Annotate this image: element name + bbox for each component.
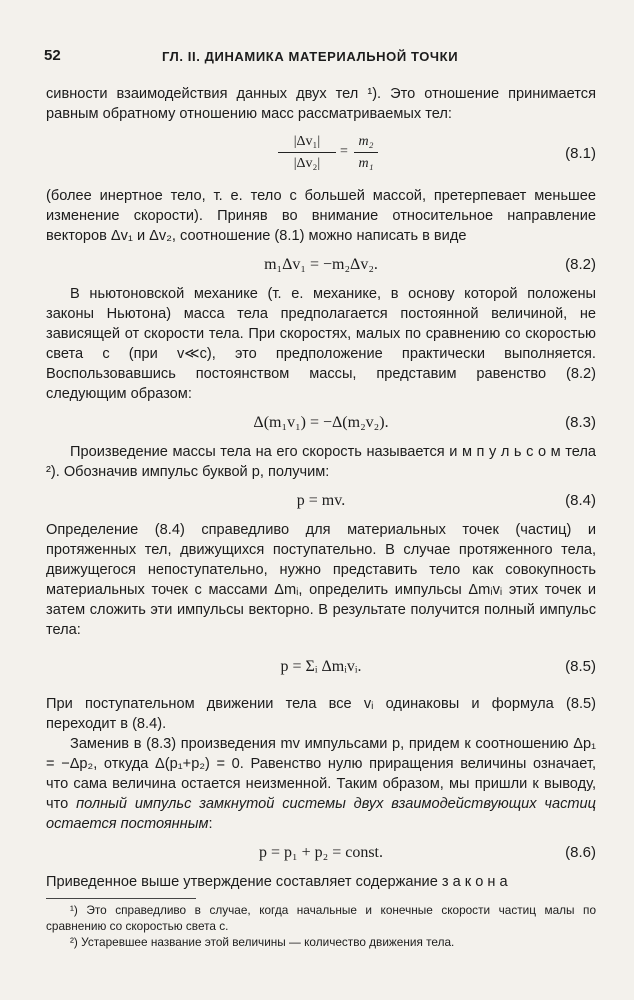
equation-number: (8.6) xyxy=(565,844,596,861)
equals-sign: = xyxy=(340,144,348,159)
paragraph: Определение (8.4) справедливо для материальных точек (частиц) и протяженных тел, движущихся поступательно. В случае протяженного тела, движущегося непоступательно, нужно представить тело как совокупность материальных точек с массами Δmᵢ, определить импульсы Δmᵢvᵢ этих точек и затем сложить эти импульсы векторно. В результате получится полный импульс тела: xyxy=(46,522,596,638)
equation-number: (8.5) xyxy=(565,658,596,675)
formula: Δ(m₁v₁) = −Δ(m₂v₂). xyxy=(253,414,389,431)
paragraph-text: : xyxy=(208,816,213,832)
equation-number: (8.1) xyxy=(565,145,596,162)
formula: p = p₁ + p₂ = const. xyxy=(259,844,383,861)
paragraph: При поступательном движении тела все vᵢ одинаковы и формула (8.5) переходит в (8.4). xyxy=(46,696,596,732)
page-body xyxy=(46,84,596,950)
equation-8-5 xyxy=(46,646,596,688)
paragraph: В ньютоновской механике (т. е. механике, в основу которой положены законы Ньютона) масса тела предполагается постоянной величиной, не зависящей от скорости тела. При скоростях, малых по сравнению со скоростью света c (при v≪c), это предположение практически выполняется. Воспользовавшись постоянством массы, представим равенство (8.2) следующим образом: xyxy=(46,286,596,402)
footnote-divider xyxy=(46,898,196,899)
equation-number: (8.3) xyxy=(565,414,596,431)
fraction-bar xyxy=(278,152,336,153)
paragraph: Приведенное выше утверждение составляет содержание з а к о н а xyxy=(46,874,508,890)
paragraph-text: Заменив в (8.3) произведения mv импульсами p, придем к соотношению Δp₁ = −Δp₂, откуда Δ(p₁+p₂) = 0. Равенство нулю приращения величины означает, что сама величина остается неизменной. Таким образом, мы пришли к выводу, что xyxy=(46,736,596,812)
running-header xyxy=(44,44,594,68)
formula: m₁Δv₁ = −m₂Δv₂. xyxy=(264,256,378,273)
page-number: 52 xyxy=(44,47,61,64)
paragraph: сивности взаимодействия данных двух тел ¹). Это отношение принимается равным обратному отношению масс рассматриваемых тел: xyxy=(46,86,596,122)
paragraph: Произведение массы тела на его скорость называется и м п у л ь с о м тела ²). Обозначив импульс буквой p, получим: xyxy=(46,444,596,480)
fraction-numerator: |Δv₁| xyxy=(293,134,321,149)
fraction-denominator: |Δv₂| xyxy=(293,156,321,171)
equation-8-4 xyxy=(46,488,596,514)
equation-8-2 xyxy=(46,252,596,278)
paragraph xyxy=(46,734,596,834)
chapter-title: ГЛ. II. ДИНАМИКА МАТЕРИАЛЬНОЙ ТОЧКИ xyxy=(162,49,459,64)
fraction-numerator: m₂ xyxy=(358,134,374,149)
equation-number: (8.4) xyxy=(565,492,596,509)
equation-8-6 xyxy=(46,840,596,866)
emphasized-statement: полный импульс замкнутой системы двух взаимодействующих частиц остается постоянным xyxy=(46,796,596,832)
fraction-denominator: m₁ xyxy=(358,156,374,171)
footnote: ¹) Это справедливо в случае, когда начальные и конечные скорости частиц малы по сравнению со скоростью света c. xyxy=(46,903,596,933)
fraction-bar xyxy=(354,152,378,153)
equation-8-3 xyxy=(46,410,596,436)
equation-number: (8.2) xyxy=(565,256,596,273)
formula: p = Σᵢ Δmᵢvᵢ. xyxy=(280,658,362,675)
equation-8-1 xyxy=(46,130,596,180)
paragraph: (более инертное тело, т. е. тело с большей массой, претерпевает меньшее изменение скорости). Приняв во внимание относительное направление векторов Δv₁ и Δv₂, соотношение (8.1) можно написать в виде xyxy=(46,188,596,244)
formula: p = mv. xyxy=(296,492,346,509)
footnote: ²) Устаревшее название этой величины — количество движения тела. xyxy=(70,935,455,949)
